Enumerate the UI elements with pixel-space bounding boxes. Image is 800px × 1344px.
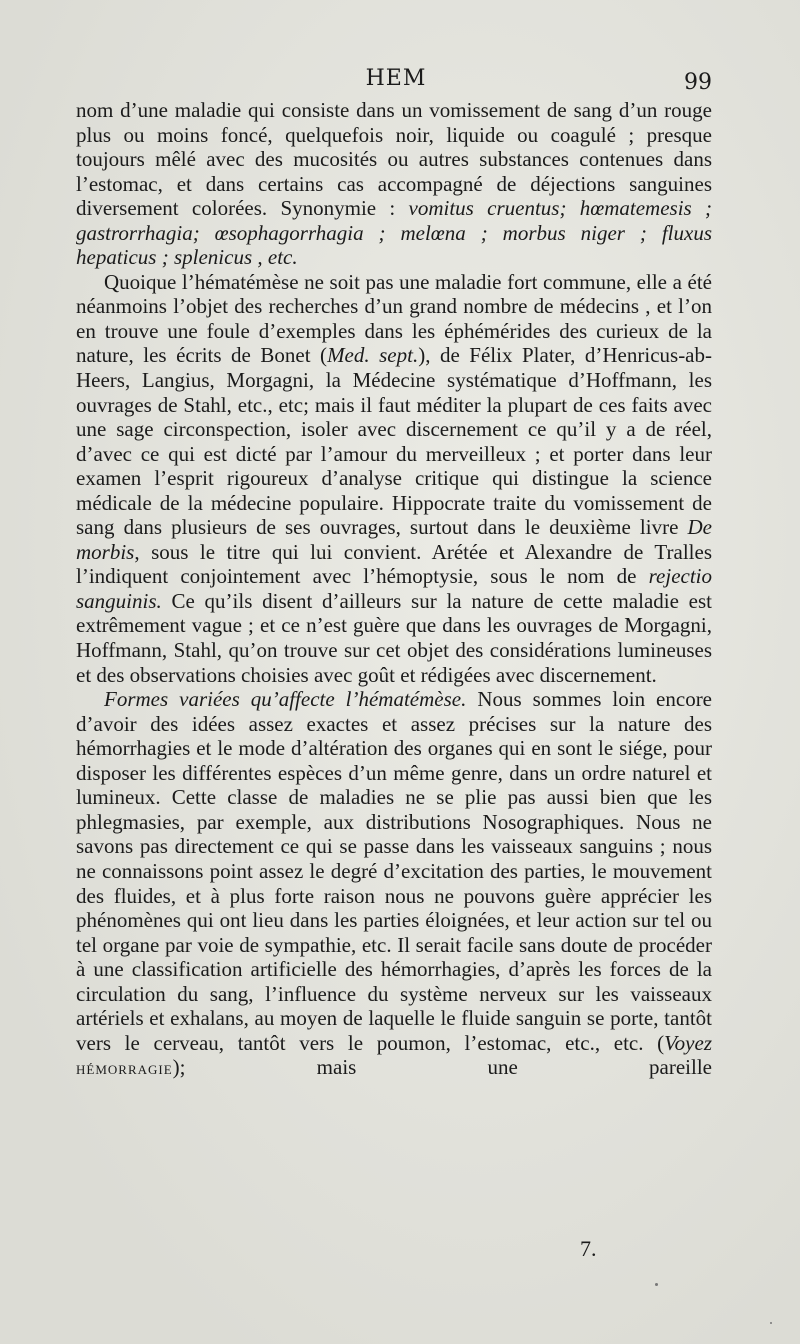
cross-ref-voyez: Voyez <box>664 1030 712 1055</box>
synonymie-terms: vomitus cruentus; hœmatemesis ; gastrorrhagia; œsophagorrhagia ; melœna ; morbus niger ; fluxus hepaticus ; splenicus , etc. <box>76 196 713 270</box>
paper-speck <box>770 1322 772 1324</box>
synonymie-label: Synonymie : <box>280 196 409 221</box>
paragraph-history <box>76 270 712 687</box>
definition-text: nom d’une maladie qui consiste dans un vomissement de sang d’un rouge plus ou moins foncé, quelquefois noir, liquide ou coagulé ; presque toujours mêlé avec des mucosités ou autres substances contenues dans l’estomac, et dans certains cas accompagné de déjections sanguines diversement colorées. <box>76 98 712 221</box>
running-title: HEM <box>365 66 427 91</box>
history-citation-med-sept: Med. sept. <box>327 343 419 368</box>
history-text-c: , sous le titre qui lui convient. Arétée et Alexandre de Tralles l’indiquent conjointement avec l’hémoptysie, sous le nom de <box>76 539 712 589</box>
section-heading-formes: Formes variées qu’affecte l’hématémèse. <box>104 687 467 712</box>
history-text-b: ), de Félix Plater, d’Henricus-ab-Heers, Langius, Morgagni, la Médecine systématique d’Hoffmann, les ouvrages de Stahl, etc., etc; mais il faut méditer la plupart de ces faits avec une sage circonspection, isoler avec discernement ce qu’il y a de réel, d’avec ce qui est dicté par l’amour du merveilleux ; et porter dans leur examen l’esprit rigoureux d’analyse critique qui distingue la science médicale de la médecine populaire. Hippocrate traite du vomissement de sang dans plusieurs de ses ouvrages, surtout dans le deuxième livre <box>76 343 712 540</box>
forms-text-a: Nous sommes loin encore d’avoir des idées assez exactes et assez précises sur la nature des hémorrhagies et le mode d’altération des organes qui en sont le siége, pour disposer les différentes espèces d’un même genre, dans un ordre naturel et lumineux. Cette classe de maladies ne se plie pas aussi bien que les phlegmasies, par exemple, aux distributions Nosographiques. Nous ne savons pas directement ce qui se passe dans les vaisseaux sanguins ; nous ne connaissons point assez le degré d’excitation des parties, le mouvement des fluides, et à plus forte raison nous ne pouvons guère apprécier les phénomènes qui ont lieu dans les parties éloignées, et leur action sur tel ou tel organe par voie de sympathie, etc. Il serait facile sans doute de procéder à une classification artificielle des hémorrhagies, d’après les forces de la circulation du sang, l’influence du système nerveux sur les vaisseaux artériels et exhalans, au moyen de laquelle le fluide sanguin se porte, tantôt vers le cerveau, tantôt vers le poumon, l’estomac, etc., etc. ( <box>76 687 713 1055</box>
article-body <box>76 98 712 1081</box>
history-term-rejectio: rejectio sanguinis. <box>76 564 712 613</box>
paragraph-forms <box>76 687 712 1081</box>
paragraph-definition <box>76 98 712 270</box>
paper-speck <box>655 1283 658 1286</box>
history-text-d: Ce qu’ils disent d’ailleurs sur la nature de cette maladie est extrêmement vague ; et ce n’est guère que dans les ouvrages de Morgagni, Hoffmann, Stahl, qu’on trouve sur cet objet des considérations lumineuses et des observations choisies avec goût et rédigées avec discernement. <box>76 588 712 687</box>
running-head <box>76 64 716 98</box>
history-text-a: Quoique l’hématémèse ne soit pas une maladie fort commune, elle a été néanmoins l’objet des recherches d’un grand nombre de médecins , et l’on en trouve une foule d’exemples dans les éphémérides des curieux de la nature, les écrits de Bonet ( <box>76 269 712 368</box>
gathering-signature: 7. <box>580 1236 597 1261</box>
history-citation-de-morbis: De morbis <box>76 515 712 564</box>
forms-text-b: ); mais une pareille <box>172 1055 712 1080</box>
page-number: 99 <box>684 70 712 95</box>
cross-ref-hemorragie: hémorragie <box>76 1058 173 1079</box>
